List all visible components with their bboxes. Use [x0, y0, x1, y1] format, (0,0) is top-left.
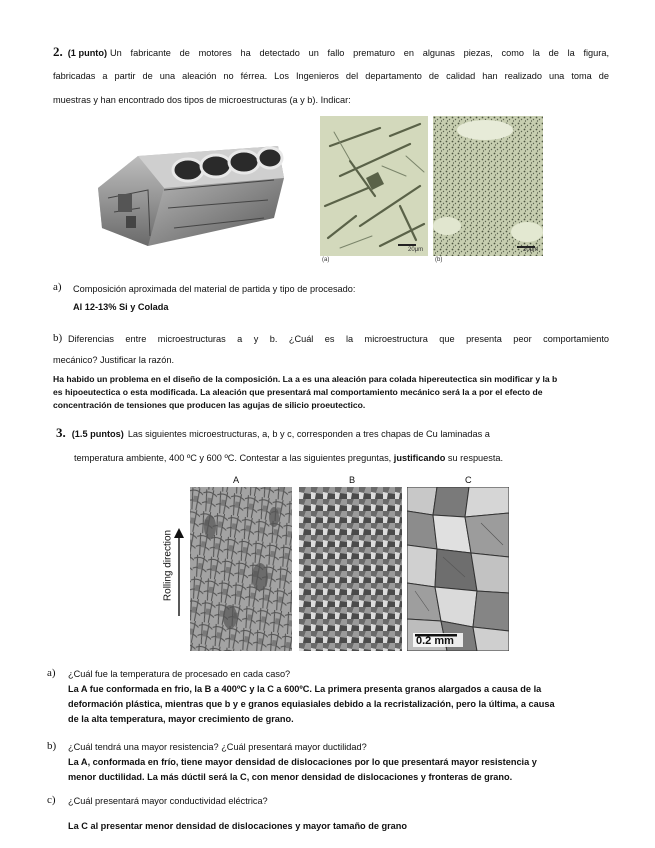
- q3-a-marker: a): [47, 667, 56, 679]
- q2-b-answer-line2: es hipoeutectica o esta modificada. La aleación que presentará mal comportamiento mecánico será la a por el efecto de: [53, 387, 543, 397]
- q2-a-answer: Al 12-13% Si y Colada: [73, 302, 169, 312]
- q3-c-answer: La C al presentar menor densidad de dislocaciones y mayor tamaño de grano: [68, 821, 408, 831]
- q3-a-answer-line1: La A fue conformada en frio, la B a 400ºC y la C a 600ºC. La primera presenta granos alargados a causa de la: [68, 684, 542, 694]
- q2-a-marker: a): [53, 281, 62, 293]
- micrograph-b: [433, 116, 543, 256]
- q3-c-question: ¿Cuál presentará mayor conductividad eléctrica?: [68, 796, 268, 806]
- rolling-direction-label: Rolling direction: [162, 529, 174, 602]
- q2-a-question: Composición aproximada del material de partida y tipo de procesado:: [73, 284, 356, 294]
- q2-line1: Un fabricante de motores ha detectado un fallo prematuro en algunas piezas, como la de la figura,: [110, 48, 609, 58]
- q3-header-line: [56, 427, 490, 440]
- q3-line2-start: temperatura ambiente, 400 ºC y 600 ºC. Contestar a las siguientes preguntas,: [74, 453, 392, 463]
- q3-a-answer-line2: deformación plástica, mientras que b y e granos equiasiales debido a la recristalización, pero la última, a causa: [68, 699, 555, 709]
- micrograph-b-caption: (b): [435, 257, 443, 263]
- q3-b-marker: b): [47, 740, 57, 752]
- q3-b-question: ¿Cuál tendrá una mayor resistencia? ¿Cuál presentará mayor ductilidad?: [68, 742, 367, 752]
- q2-number: 2.: [53, 44, 63, 59]
- q3-a-question: ¿Cuál fue la temperatura de procesado en cada caso?: [68, 669, 291, 679]
- cu-micrograph-b: [299, 487, 402, 651]
- q3-a-answer-line3: de la alta temperatura, mayor crecimiento de grano.: [68, 714, 294, 724]
- q2-b-question-line2: mecánico? Justificar la razón.: [53, 355, 175, 365]
- q2-b-marker: b): [53, 332, 63, 344]
- q3-line2-bold: justificando: [393, 453, 446, 463]
- q2-points: (1 punto): [67, 48, 108, 58]
- rolling-direction-arrow: [174, 528, 184, 618]
- q2-b-answer-line1: Ha habido un problema en el diseño de la composición. La a es una aleación para colada hipereutectica sin modificar y la b: [53, 374, 558, 384]
- q3-c-marker: c): [47, 794, 56, 806]
- q2-line3: muestras y han encontrado dos tipos de microestructuras (a y b). Indicar:: [53, 95, 351, 105]
- q3-line1: Las siguientes microestructuras, a, b y c, corresponden a tres chapas de Cu laminadas a: [127, 429, 490, 439]
- micro-label-c: C: [465, 475, 472, 485]
- q3-line2-end: su respuesta.: [447, 453, 504, 463]
- micrograph-a-caption: (a): [322, 257, 330, 263]
- cu-micrograph-a: [190, 487, 292, 651]
- q3-line2: [74, 452, 503, 464]
- cu-scale-label: 0.2 mm: [416, 635, 454, 647]
- q2-b-answer-line3: concentración de tensiones que producen las agujas de silicio proeutectico.: [53, 400, 366, 410]
- q2-line2: fabricadas a partir de una aleación no férrea. Los Ingenieros del departamento de calidad han realizado una toma de: [53, 71, 609, 81]
- micro-label-a: A: [233, 475, 240, 485]
- micrograph-a-scale: 20μm: [408, 247, 424, 253]
- cu-micrograph-c: [407, 487, 509, 651]
- micrograph-b-scale: 20μm: [523, 247, 539, 253]
- q3-points: (1.5 puntos): [71, 429, 124, 439]
- q3-number: 3.: [56, 425, 66, 440]
- q2-header-line: [53, 46, 609, 59]
- q2-b-question-line1: Diferencias entre microestructuras a y b. ¿Cuál es la microestructura que presenta peor comportamiento: [68, 334, 609, 344]
- micrograph-a: [320, 116, 428, 256]
- engine-block-image: [78, 118, 296, 258]
- q3-b-answer-line2: menor ductilidad. La más dúctil será la C, con menor densidad de dislocaciones y fronteras de grano.: [68, 772, 513, 782]
- q3-b-answer-line1: La A, conformada en frío, tiene mayor densidad de dislocaciones por lo que presentará mayor resistencia y: [68, 757, 537, 767]
- micro-label-b: B: [349, 475, 356, 485]
